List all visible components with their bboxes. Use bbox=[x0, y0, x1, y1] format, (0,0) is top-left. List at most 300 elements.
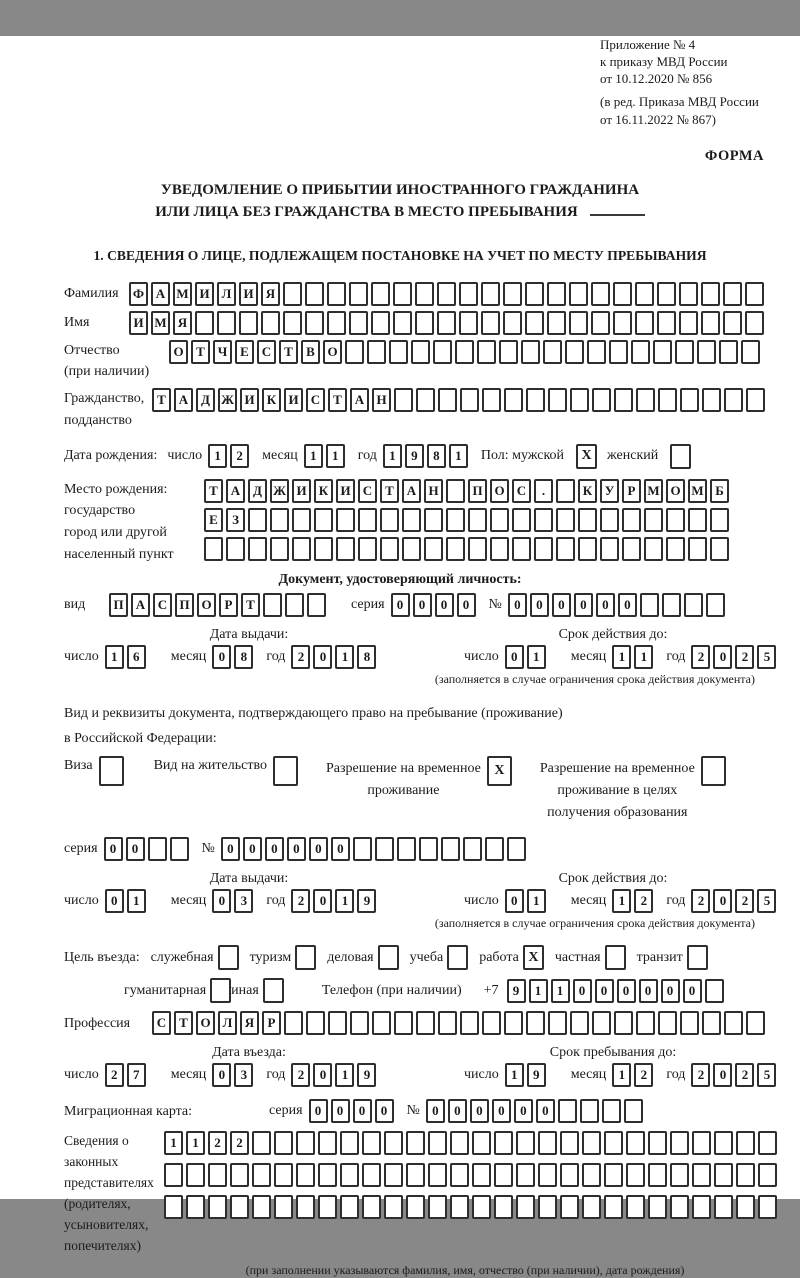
char-cell[interactable]: О bbox=[323, 340, 342, 364]
char-cell[interactable] bbox=[424, 537, 443, 561]
char-cell[interactable]: 1 bbox=[105, 645, 124, 669]
char-cell[interactable] bbox=[504, 388, 523, 412]
char-cell[interactable]: 0 bbox=[639, 979, 658, 1003]
char-cell[interactable] bbox=[455, 340, 474, 364]
char-cell[interactable] bbox=[433, 340, 452, 364]
char-cell[interactable] bbox=[521, 340, 540, 364]
char-cell[interactable]: Б bbox=[710, 479, 729, 503]
char-cell[interactable] bbox=[558, 1099, 577, 1123]
char-cell[interactable]: Л bbox=[217, 282, 236, 306]
char-cell[interactable] bbox=[375, 837, 394, 861]
char-cell[interactable] bbox=[164, 1195, 183, 1219]
char-cell[interactable]: 0 bbox=[105, 889, 124, 913]
char-cell[interactable]: 1 bbox=[634, 645, 653, 669]
char-cell[interactable]: Е bbox=[235, 340, 254, 364]
char-cell[interactable]: И bbox=[240, 388, 259, 412]
char-cell[interactable] bbox=[706, 593, 725, 617]
char-cell[interactable] bbox=[472, 1195, 491, 1219]
char-cell[interactable] bbox=[582, 1163, 601, 1187]
char-cell[interactable] bbox=[481, 311, 500, 335]
char-cell[interactable]: О bbox=[666, 479, 685, 503]
char-cell[interactable] bbox=[624, 1099, 643, 1123]
char-cell[interactable] bbox=[666, 508, 685, 532]
char-cell[interactable] bbox=[604, 1163, 623, 1187]
char-cell[interactable]: И bbox=[336, 479, 355, 503]
char-cell[interactable] bbox=[657, 311, 676, 335]
char-cell[interactable] bbox=[416, 388, 435, 412]
char-cell[interactable] bbox=[626, 1163, 645, 1187]
char-cell[interactable] bbox=[680, 388, 699, 412]
char-cell[interactable]: М bbox=[151, 311, 170, 335]
char-cell[interactable]: С bbox=[358, 479, 377, 503]
char-cell[interactable] bbox=[393, 282, 412, 306]
char-cell[interactable]: Т bbox=[191, 340, 210, 364]
char-cell[interactable]: . bbox=[534, 479, 553, 503]
char-cell[interactable]: М bbox=[173, 282, 192, 306]
char-cell[interactable] bbox=[758, 1163, 777, 1187]
char-cell[interactable] bbox=[380, 508, 399, 532]
char-cell[interactable]: У bbox=[600, 479, 619, 503]
char-cell[interactable] bbox=[580, 1099, 599, 1123]
char-cell[interactable] bbox=[459, 311, 478, 335]
char-cell[interactable] bbox=[336, 537, 355, 561]
char-cell[interactable]: 1 bbox=[335, 645, 354, 669]
char-cell[interactable] bbox=[582, 1195, 601, 1219]
char-cell[interactable] bbox=[526, 388, 545, 412]
char-cell[interactable] bbox=[248, 508, 267, 532]
char-cell[interactable] bbox=[636, 1011, 655, 1035]
char-cell[interactable] bbox=[415, 282, 434, 306]
char-cell[interactable] bbox=[393, 311, 412, 335]
char-cell[interactable]: 0 bbox=[265, 837, 284, 861]
char-cell[interactable]: 1 bbox=[612, 1063, 631, 1087]
char-cell[interactable] bbox=[746, 388, 765, 412]
char-cell[interactable] bbox=[148, 837, 167, 861]
char-cell[interactable]: 0 bbox=[683, 979, 702, 1003]
char-cell[interactable] bbox=[252, 1195, 271, 1219]
char-cell[interactable] bbox=[494, 1163, 513, 1187]
char-cell[interactable] bbox=[350, 1011, 369, 1035]
char-cell[interactable]: 7 bbox=[127, 1063, 146, 1087]
char-cell[interactable] bbox=[662, 593, 681, 617]
char-cell[interactable] bbox=[556, 479, 575, 503]
temp-residence-education-checkbox[interactable] bbox=[701, 756, 726, 786]
char-cell[interactable] bbox=[688, 508, 707, 532]
char-cell[interactable] bbox=[328, 1011, 347, 1035]
char-cell[interactable]: 1 bbox=[449, 444, 468, 468]
char-cell[interactable] bbox=[547, 311, 566, 335]
char-cell[interactable]: 2 bbox=[691, 1063, 710, 1087]
char-cell[interactable]: 2 bbox=[691, 645, 710, 669]
char-cell[interactable] bbox=[164, 1163, 183, 1187]
char-cell[interactable]: С bbox=[152, 1011, 171, 1035]
char-cell[interactable] bbox=[604, 1131, 623, 1155]
char-cell[interactable] bbox=[384, 1163, 403, 1187]
char-cell[interactable]: О bbox=[197, 593, 216, 617]
char-cell[interactable]: Я bbox=[240, 1011, 259, 1035]
char-cell[interactable]: Д bbox=[196, 388, 215, 412]
char-cell[interactable] bbox=[239, 311, 258, 335]
char-cell[interactable]: П bbox=[109, 593, 128, 617]
char-cell[interactable]: 0 bbox=[309, 1099, 328, 1123]
residence-permit-checkbox[interactable] bbox=[273, 756, 298, 786]
char-cell[interactable]: 0 bbox=[391, 593, 410, 617]
char-cell[interactable] bbox=[512, 508, 531, 532]
char-cell[interactable] bbox=[394, 1011, 413, 1035]
char-cell[interactable] bbox=[499, 340, 518, 364]
char-cell[interactable] bbox=[569, 282, 588, 306]
char-cell[interactable]: Р bbox=[219, 593, 238, 617]
char-cell[interactable] bbox=[710, 537, 729, 561]
char-cell[interactable] bbox=[296, 1195, 315, 1219]
char-cell[interactable]: М bbox=[688, 479, 707, 503]
char-cell[interactable] bbox=[415, 311, 434, 335]
char-cell[interactable] bbox=[736, 1195, 755, 1219]
char-cell[interactable]: 3 bbox=[234, 1063, 253, 1087]
char-cell[interactable]: 0 bbox=[530, 593, 549, 617]
char-cell[interactable] bbox=[556, 537, 575, 561]
char-cell[interactable]: К bbox=[314, 479, 333, 503]
char-cell[interactable] bbox=[587, 340, 606, 364]
char-cell[interactable]: 0 bbox=[435, 593, 454, 617]
char-cell[interactable] bbox=[384, 1195, 403, 1219]
char-cell[interactable] bbox=[688, 537, 707, 561]
char-cell[interactable] bbox=[252, 1131, 271, 1155]
char-cell[interactable] bbox=[274, 1195, 293, 1219]
char-cell[interactable]: 0 bbox=[243, 837, 262, 861]
char-cell[interactable] bbox=[622, 508, 641, 532]
temp-residence-checkbox[interactable]: X bbox=[487, 756, 512, 786]
char-cell[interactable] bbox=[274, 1131, 293, 1155]
char-cell[interactable] bbox=[692, 1195, 711, 1219]
char-cell[interactable] bbox=[327, 282, 346, 306]
char-cell[interactable] bbox=[723, 311, 742, 335]
char-cell[interactable]: 9 bbox=[357, 889, 376, 913]
char-cell[interactable] bbox=[613, 311, 632, 335]
char-cell[interactable] bbox=[538, 1195, 557, 1219]
char-cell[interactable]: 1 bbox=[335, 889, 354, 913]
char-cell[interactable]: 3 bbox=[234, 889, 253, 913]
char-cell[interactable] bbox=[460, 388, 479, 412]
char-cell[interactable] bbox=[516, 1195, 535, 1219]
char-cell[interactable] bbox=[504, 1011, 523, 1035]
char-cell[interactable]: Н bbox=[372, 388, 391, 412]
char-cell[interactable] bbox=[602, 1099, 621, 1123]
char-cell[interactable]: М bbox=[644, 479, 663, 503]
char-cell[interactable] bbox=[745, 311, 764, 335]
char-cell[interactable]: 0 bbox=[126, 837, 145, 861]
char-cell[interactable] bbox=[644, 508, 663, 532]
char-cell[interactable]: 0 bbox=[413, 593, 432, 617]
char-cell[interactable] bbox=[362, 1163, 381, 1187]
char-cell[interactable] bbox=[714, 1163, 733, 1187]
char-cell[interactable] bbox=[648, 1131, 667, 1155]
char-cell[interactable] bbox=[702, 1011, 721, 1035]
char-cell[interactable]: П bbox=[468, 479, 487, 503]
char-cell[interactable] bbox=[459, 282, 478, 306]
char-cell[interactable]: 8 bbox=[427, 444, 446, 468]
char-cell[interactable] bbox=[503, 311, 522, 335]
char-cell[interactable]: 1 bbox=[612, 889, 631, 913]
char-cell[interactable] bbox=[292, 537, 311, 561]
char-cell[interactable] bbox=[680, 1011, 699, 1035]
char-cell[interactable] bbox=[543, 340, 562, 364]
char-cell[interactable] bbox=[653, 340, 672, 364]
char-cell[interactable] bbox=[394, 388, 413, 412]
char-cell[interactable]: С bbox=[153, 593, 172, 617]
char-cell[interactable] bbox=[736, 1163, 755, 1187]
char-cell[interactable] bbox=[705, 979, 724, 1003]
char-cell[interactable] bbox=[670, 1131, 689, 1155]
char-cell[interactable] bbox=[438, 1011, 457, 1035]
char-cell[interactable] bbox=[701, 282, 720, 306]
char-cell[interactable]: 0 bbox=[375, 1099, 394, 1123]
char-cell[interactable] bbox=[657, 282, 676, 306]
char-cell[interactable]: А bbox=[131, 593, 150, 617]
char-cell[interactable] bbox=[503, 282, 522, 306]
char-cell[interactable] bbox=[340, 1195, 359, 1219]
char-cell[interactable] bbox=[446, 508, 465, 532]
char-cell[interactable]: Ч bbox=[213, 340, 232, 364]
char-cell[interactable] bbox=[285, 593, 304, 617]
char-cell[interactable] bbox=[283, 282, 302, 306]
purpose-tourism-checkbox[interactable] bbox=[295, 945, 316, 970]
char-cell[interactable]: Е bbox=[204, 508, 223, 532]
char-cell[interactable]: 0 bbox=[104, 837, 123, 861]
char-cell[interactable] bbox=[274, 1163, 293, 1187]
char-cell[interactable]: В bbox=[301, 340, 320, 364]
char-cell[interactable] bbox=[380, 537, 399, 561]
char-cell[interactable]: А bbox=[226, 479, 245, 503]
char-cell[interactable] bbox=[556, 508, 575, 532]
char-cell[interactable]: 2 bbox=[291, 889, 310, 913]
char-cell[interactable] bbox=[230, 1195, 249, 1219]
char-cell[interactable] bbox=[472, 1131, 491, 1155]
purpose-private-checkbox[interactable] bbox=[605, 945, 626, 970]
char-cell[interactable] bbox=[318, 1163, 337, 1187]
char-cell[interactable] bbox=[450, 1195, 469, 1219]
char-cell[interactable] bbox=[613, 282, 632, 306]
char-cell[interactable] bbox=[270, 508, 289, 532]
char-cell[interactable]: 0 bbox=[313, 1063, 332, 1087]
char-cell[interactable]: 0 bbox=[595, 979, 614, 1003]
char-cell[interactable] bbox=[604, 1195, 623, 1219]
char-cell[interactable]: 0 bbox=[426, 1099, 445, 1123]
char-cell[interactable] bbox=[723, 282, 742, 306]
char-cell[interactable] bbox=[438, 388, 457, 412]
char-cell[interactable] bbox=[702, 388, 721, 412]
char-cell[interactable] bbox=[389, 340, 408, 364]
sex-male-checkbox[interactable]: X bbox=[576, 444, 597, 469]
char-cell[interactable] bbox=[186, 1195, 205, 1219]
char-cell[interactable]: Ж bbox=[270, 479, 289, 503]
char-cell[interactable]: 0 bbox=[492, 1099, 511, 1123]
char-cell[interactable] bbox=[635, 311, 654, 335]
char-cell[interactable]: 2 bbox=[230, 1131, 249, 1155]
char-cell[interactable]: 1 bbox=[304, 444, 323, 468]
char-cell[interactable]: Т bbox=[279, 340, 298, 364]
char-cell[interactable]: 2 bbox=[735, 1063, 754, 1087]
char-cell[interactable] bbox=[186, 1163, 205, 1187]
char-cell[interactable]: И bbox=[129, 311, 148, 335]
char-cell[interactable]: 2 bbox=[634, 1063, 653, 1087]
char-cell[interactable]: 1 bbox=[551, 979, 570, 1003]
char-cell[interactable]: О bbox=[196, 1011, 215, 1035]
char-cell[interactable] bbox=[724, 388, 743, 412]
purpose-transit-checkbox[interactable] bbox=[687, 945, 708, 970]
char-cell[interactable]: Т bbox=[204, 479, 223, 503]
char-cell[interactable] bbox=[631, 340, 650, 364]
char-cell[interactable]: 2 bbox=[105, 1063, 124, 1087]
char-cell[interactable]: И bbox=[292, 479, 311, 503]
char-cell[interactable] bbox=[314, 537, 333, 561]
char-cell[interactable]: Т bbox=[380, 479, 399, 503]
char-cell[interactable]: 1 bbox=[612, 645, 631, 669]
purpose-other-checkbox[interactable] bbox=[263, 978, 284, 1003]
char-cell[interactable]: К bbox=[578, 479, 597, 503]
char-cell[interactable] bbox=[516, 1131, 535, 1155]
char-cell[interactable] bbox=[170, 837, 189, 861]
char-cell[interactable]: 1 bbox=[383, 444, 402, 468]
char-cell[interactable] bbox=[482, 1011, 501, 1035]
char-cell[interactable] bbox=[472, 1163, 491, 1187]
char-cell[interactable] bbox=[626, 1131, 645, 1155]
char-cell[interactable]: Л bbox=[218, 1011, 237, 1035]
char-cell[interactable]: 2 bbox=[291, 1063, 310, 1087]
char-cell[interactable] bbox=[406, 1131, 425, 1155]
purpose-humanitarian-checkbox[interactable] bbox=[210, 978, 231, 1003]
char-cell[interactable]: 0 bbox=[212, 889, 231, 913]
char-cell[interactable]: 0 bbox=[313, 645, 332, 669]
char-cell[interactable] bbox=[534, 537, 553, 561]
char-cell[interactable]: Ф bbox=[129, 282, 148, 306]
char-cell[interactable] bbox=[345, 340, 364, 364]
char-cell[interactable] bbox=[714, 1195, 733, 1219]
char-cell[interactable] bbox=[226, 537, 245, 561]
char-cell[interactable]: 5 bbox=[757, 889, 776, 913]
char-cell[interactable]: А bbox=[174, 388, 193, 412]
char-cell[interactable] bbox=[402, 537, 421, 561]
char-cell[interactable]: 0 bbox=[221, 837, 240, 861]
char-cell[interactable] bbox=[428, 1195, 447, 1219]
char-cell[interactable] bbox=[636, 388, 655, 412]
char-cell[interactable]: 0 bbox=[470, 1099, 489, 1123]
char-cell[interactable] bbox=[349, 282, 368, 306]
char-cell[interactable] bbox=[600, 508, 619, 532]
char-cell[interactable]: 8 bbox=[234, 645, 253, 669]
char-cell[interactable]: 9 bbox=[527, 1063, 546, 1087]
char-cell[interactable] bbox=[446, 537, 465, 561]
char-cell[interactable] bbox=[745, 282, 764, 306]
char-cell[interactable]: 0 bbox=[331, 1099, 350, 1123]
char-cell[interactable]: 0 bbox=[212, 1063, 231, 1087]
char-cell[interactable]: С bbox=[257, 340, 276, 364]
char-cell[interactable]: 0 bbox=[596, 593, 615, 617]
char-cell[interactable]: 0 bbox=[552, 593, 571, 617]
char-cell[interactable] bbox=[305, 282, 324, 306]
char-cell[interactable]: 0 bbox=[536, 1099, 555, 1123]
char-cell[interactable]: 0 bbox=[514, 1099, 533, 1123]
char-cell[interactable] bbox=[424, 508, 443, 532]
char-cell[interactable] bbox=[411, 340, 430, 364]
char-cell[interactable] bbox=[248, 537, 267, 561]
char-cell[interactable]: К bbox=[262, 388, 281, 412]
char-cell[interactable] bbox=[318, 1195, 337, 1219]
char-cell[interactable] bbox=[270, 537, 289, 561]
char-cell[interactable]: 5 bbox=[757, 1063, 776, 1087]
char-cell[interactable]: 1 bbox=[527, 645, 546, 669]
char-cell[interactable] bbox=[679, 282, 698, 306]
char-cell[interactable] bbox=[490, 508, 509, 532]
char-cell[interactable] bbox=[195, 311, 214, 335]
char-cell[interactable] bbox=[614, 388, 633, 412]
visa-checkbox[interactable] bbox=[99, 756, 124, 786]
char-cell[interactable] bbox=[644, 537, 663, 561]
char-cell[interactable] bbox=[600, 537, 619, 561]
char-cell[interactable] bbox=[560, 1195, 579, 1219]
char-cell[interactable] bbox=[371, 282, 390, 306]
char-cell[interactable]: 0 bbox=[448, 1099, 467, 1123]
char-cell[interactable] bbox=[582, 1131, 601, 1155]
char-cell[interactable]: 0 bbox=[309, 837, 328, 861]
char-cell[interactable]: 0 bbox=[457, 593, 476, 617]
char-cell[interactable] bbox=[482, 388, 501, 412]
char-cell[interactable] bbox=[548, 388, 567, 412]
char-cell[interactable] bbox=[547, 282, 566, 306]
char-cell[interactable] bbox=[494, 1195, 513, 1219]
char-cell[interactable]: Т bbox=[328, 388, 347, 412]
char-cell[interactable]: А bbox=[350, 388, 369, 412]
char-cell[interactable] bbox=[648, 1163, 667, 1187]
char-cell[interactable]: 1 bbox=[208, 444, 227, 468]
char-cell[interactable] bbox=[481, 282, 500, 306]
char-cell[interactable] bbox=[538, 1131, 557, 1155]
char-cell[interactable] bbox=[719, 340, 738, 364]
char-cell[interactable] bbox=[724, 1011, 743, 1035]
char-cell[interactable]: 0 bbox=[617, 979, 636, 1003]
char-cell[interactable] bbox=[560, 1131, 579, 1155]
char-cell[interactable] bbox=[569, 311, 588, 335]
char-cell[interactable]: 2 bbox=[691, 889, 710, 913]
char-cell[interactable]: 0 bbox=[313, 889, 332, 913]
char-cell[interactable] bbox=[658, 388, 677, 412]
char-cell[interactable] bbox=[340, 1163, 359, 1187]
char-cell[interactable] bbox=[512, 537, 531, 561]
char-cell[interactable] bbox=[428, 1131, 447, 1155]
purpose-official-checkbox[interactable] bbox=[218, 945, 239, 970]
char-cell[interactable]: 0 bbox=[573, 979, 592, 1003]
char-cell[interactable] bbox=[441, 837, 460, 861]
char-cell[interactable] bbox=[406, 1163, 425, 1187]
char-cell[interactable] bbox=[252, 1163, 271, 1187]
char-cell[interactable] bbox=[371, 311, 390, 335]
char-cell[interactable]: А bbox=[151, 282, 170, 306]
char-cell[interactable] bbox=[327, 311, 346, 335]
char-cell[interactable] bbox=[614, 1011, 633, 1035]
char-cell[interactable] bbox=[741, 340, 760, 364]
char-cell[interactable]: 8 bbox=[357, 645, 376, 669]
char-cell[interactable] bbox=[591, 311, 610, 335]
char-cell[interactable]: Я bbox=[261, 282, 280, 306]
char-cell[interactable]: 9 bbox=[405, 444, 424, 468]
char-cell[interactable] bbox=[460, 1011, 479, 1035]
char-cell[interactable] bbox=[208, 1163, 227, 1187]
char-cell[interactable] bbox=[468, 537, 487, 561]
char-cell[interactable] bbox=[746, 1011, 765, 1035]
char-cell[interactable] bbox=[318, 1131, 337, 1155]
char-cell[interactable]: Р bbox=[622, 479, 641, 503]
char-cell[interactable]: 2 bbox=[634, 889, 653, 913]
